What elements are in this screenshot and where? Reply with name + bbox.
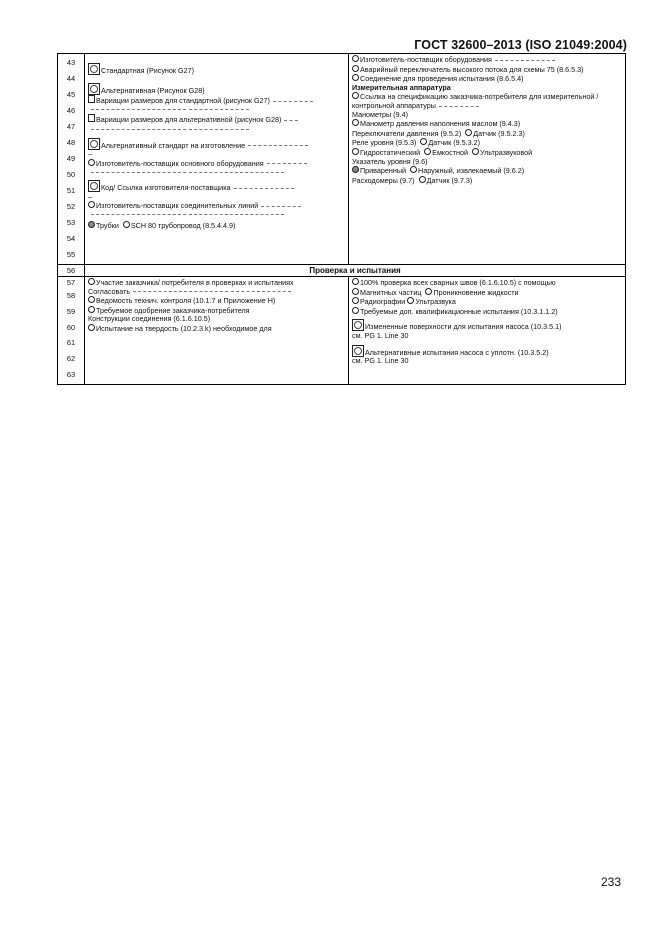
size-var-alt-label: Вариации размеров для альтернативной (рисунок G28) bbox=[96, 115, 282, 125]
lower-block bbox=[58, 277, 626, 385]
radio-selected-icon[interactable] bbox=[352, 166, 359, 173]
upper-left-column: Стандартная (Рисунок G27) Альтернативная (Рисунок G28) Вариации размеров для стандартной (рисунок G27) Вариации размеров для альтернативной (рисунок G28) Альтернативный стандарт на изготовление – Изготовитель-поставщик основного оборудования Код/ Ссылка изготовителя-поставщика – Изготовитель-поставщик соединительных линий Трубки SCH 80 трубопровод (8.5.4.4.9) bbox=[85, 54, 349, 265]
radio-icon[interactable] bbox=[88, 296, 95, 303]
page-number: 233 bbox=[600, 875, 621, 889]
manometers-label: Манометры (9.4) bbox=[352, 109, 408, 119]
row-number: 59 bbox=[66, 306, 76, 316]
oil-manometer-label: Манометр давления наполнения маслом (9.4.3) bbox=[360, 119, 521, 129]
lower-left-column bbox=[85, 277, 349, 385]
main-supplier-label: Изготовитель-поставщик основного оборудования bbox=[96, 158, 264, 168]
radio-icon[interactable] bbox=[419, 176, 426, 183]
see-reference-2: см. PG 1. Line 30 bbox=[352, 356, 409, 366]
row-number: 55 bbox=[66, 250, 76, 259]
row-numbers-upper bbox=[61, 55, 81, 263]
upper-block bbox=[58, 54, 626, 265]
standard-label: Стандартная (Рисунок G27) bbox=[101, 66, 195, 75]
row-number: 61 bbox=[66, 338, 76, 348]
row-number: 47 bbox=[66, 122, 76, 131]
checkbox-icon[interactable] bbox=[88, 138, 100, 150]
row-numbers-lower bbox=[61, 278, 81, 383]
row-number: 63 bbox=[66, 369, 76, 379]
row-number: 43 bbox=[66, 58, 76, 67]
hardness-test-label: Испытание на твердость (10.2.3.k) необходимое для bbox=[96, 323, 272, 333]
alt-standard-label: Альтернативный стандарт на изготовление bbox=[101, 140, 246, 150]
row-number: 51 bbox=[66, 186, 76, 195]
radio-icon[interactable] bbox=[88, 201, 95, 208]
conn-supplier-label: Изготовитель-поставщик соединительных линий bbox=[96, 201, 259, 211]
row-number: 45 bbox=[66, 90, 76, 99]
connection-design-label: Конструкции соединения (6.1.6.10.5) bbox=[88, 314, 211, 324]
ultrasonic-label: Ультразвуковой bbox=[479, 147, 533, 157]
radio-icon[interactable] bbox=[88, 159, 95, 166]
radio-icon[interactable] bbox=[424, 148, 431, 155]
row-number: 50 bbox=[66, 170, 76, 179]
external-label: Наружный, извлекаемый (9.6.2) bbox=[418, 166, 525, 176]
participation-label: Участие заказчика/ потребителя в проверках и испытаниях bbox=[96, 278, 294, 287]
penetrant-label: Проникновение жидкости bbox=[433, 287, 519, 297]
radio-selected-icon[interactable] bbox=[88, 221, 95, 228]
row-number: 48 bbox=[66, 138, 76, 147]
modified-surfaces-label: Измененные поверхности для испытания насоса (10.3.5.1) bbox=[365, 322, 562, 332]
capacitive-label: Емкостной bbox=[432, 147, 468, 157]
radio-icon[interactable] bbox=[88, 278, 95, 285]
datasheet-table bbox=[57, 53, 626, 385]
row-number: 44 bbox=[66, 74, 76, 83]
radio-icon[interactable] bbox=[352, 74, 359, 81]
tubes-label: Трубки bbox=[96, 221, 119, 231]
radio-icon[interactable] bbox=[352, 65, 359, 72]
radio-icon[interactable] bbox=[352, 307, 359, 314]
radio-icon[interactable] bbox=[407, 297, 414, 304]
section-number: 56 bbox=[58, 265, 85, 277]
alt-tests-label: Альтернативные испытания насоса с уплотн. (10.3.5.2) bbox=[365, 347, 549, 357]
row-number: 49 bbox=[66, 154, 76, 163]
radio-icon[interactable] bbox=[352, 55, 359, 62]
sensor-label: Датчик (9.5.3.2) bbox=[428, 138, 481, 148]
row-number: 62 bbox=[66, 354, 76, 364]
radio-icon[interactable] bbox=[410, 166, 417, 173]
level-indicator-label: Указатель уровня (9.6) bbox=[352, 156, 428, 166]
flowmeters-label: Расходомеры (9.7) bbox=[352, 175, 415, 185]
radio-icon[interactable] bbox=[465, 129, 472, 136]
upper-right-column bbox=[349, 54, 626, 265]
approval-required-label: Требуемое одобрение заказчика-потребителя bbox=[96, 305, 250, 315]
approve-label: Согласовать bbox=[88, 286, 131, 296]
checkbox-icon[interactable] bbox=[352, 319, 364, 331]
emergency-switch-label: Аварийный переключатель высокого потока для схемы 75 (8.6.5.3) bbox=[360, 64, 584, 74]
weld-check-label: 100% проверка всех сварных швов (6.1.6.10.5) с помощью bbox=[360, 278, 556, 287]
section-title: Проверка и испытания bbox=[85, 265, 626, 277]
row-number: 60 bbox=[66, 322, 76, 332]
qc-statement-label: Ведомость технич. контроля (10.1.7 и Приложение H) bbox=[96, 296, 276, 306]
pressure-switches-label: Переключатели давления (9.5.2) bbox=[352, 128, 462, 138]
section-row bbox=[58, 265, 626, 277]
page-header: ГОСТ 32600–2013 (ISO 21049:2004) bbox=[414, 38, 627, 52]
lower-right-column bbox=[349, 277, 626, 385]
row-number: 53 bbox=[66, 218, 76, 227]
sensor-label: Датчик (9.7.3) bbox=[426, 175, 473, 185]
spec-ref-label: Ссылка на спецификацию заказчика-потребителя для измерительной /контрольной аппаратуры bbox=[352, 92, 599, 110]
radio-icon[interactable] bbox=[352, 92, 359, 99]
radio-icon[interactable] bbox=[352, 148, 359, 155]
alternative-label: Альтернативная (Рисунок G28) bbox=[101, 85, 205, 95]
radio-icon[interactable] bbox=[352, 297, 359, 304]
checkbox-icon[interactable] bbox=[88, 83, 100, 95]
size-var-std-label: Вариации размеров для стандартной (рисунок G27) bbox=[96, 96, 270, 106]
ultrasound-label: Ультразвука bbox=[415, 297, 456, 307]
row-number: 54 bbox=[66, 234, 76, 243]
row-number: 57 bbox=[66, 278, 76, 287]
radio-icon[interactable] bbox=[352, 278, 359, 285]
radio-icon[interactable] bbox=[88, 324, 95, 331]
radiography-label: Радиографии bbox=[360, 297, 406, 307]
checkbox-icon[interactable] bbox=[88, 63, 100, 75]
row-number: 52 bbox=[66, 202, 76, 211]
radio-icon[interactable] bbox=[420, 138, 427, 145]
test-connection-label: Соединение для проведения испытания (8.6.5.4) bbox=[360, 74, 524, 84]
square-checkbox-icon[interactable] bbox=[88, 114, 95, 122]
sensor-label: Датчик (9.5.2.3) bbox=[473, 128, 525, 138]
row-number: 58 bbox=[66, 291, 76, 300]
equip-supplier-label: Изготовитель-поставщик оборудования bbox=[360, 55, 492, 64]
extra-qual-label: Требуемые доп. квалификационные испытания (10.3.1.1.2) bbox=[360, 306, 558, 316]
hydrostatic-label: Гидростатический bbox=[360, 147, 421, 157]
radio-icon[interactable] bbox=[352, 119, 359, 126]
instruments-heading: Измерительная аппаратура bbox=[352, 82, 451, 92]
square-checkbox-icon[interactable] bbox=[88, 95, 95, 103]
radio-icon[interactable] bbox=[425, 288, 432, 295]
radio-icon[interactable] bbox=[88, 306, 95, 313]
magnetic-label: Магнитных частиц bbox=[360, 287, 422, 297]
radio-icon[interactable] bbox=[352, 288, 359, 295]
checkbox-icon[interactable] bbox=[352, 345, 364, 357]
welded-label: Приваренный bbox=[360, 166, 407, 176]
sch80-label: SCH 80 трубопровод (8.5.4.4.9) bbox=[130, 221, 236, 231]
radio-icon[interactable] bbox=[123, 221, 130, 228]
code-ref-label: Код/ Ссылка изготовителя-поставщика bbox=[101, 182, 231, 192]
level-relay-label: Реле уровня (9.5.3) bbox=[352, 138, 417, 148]
radio-icon[interactable] bbox=[472, 148, 479, 155]
see-reference-1: см. PG 1. Line 30 bbox=[352, 330, 409, 340]
row-number: 46 bbox=[66, 106, 76, 115]
checkbox-icon[interactable] bbox=[88, 180, 100, 192]
